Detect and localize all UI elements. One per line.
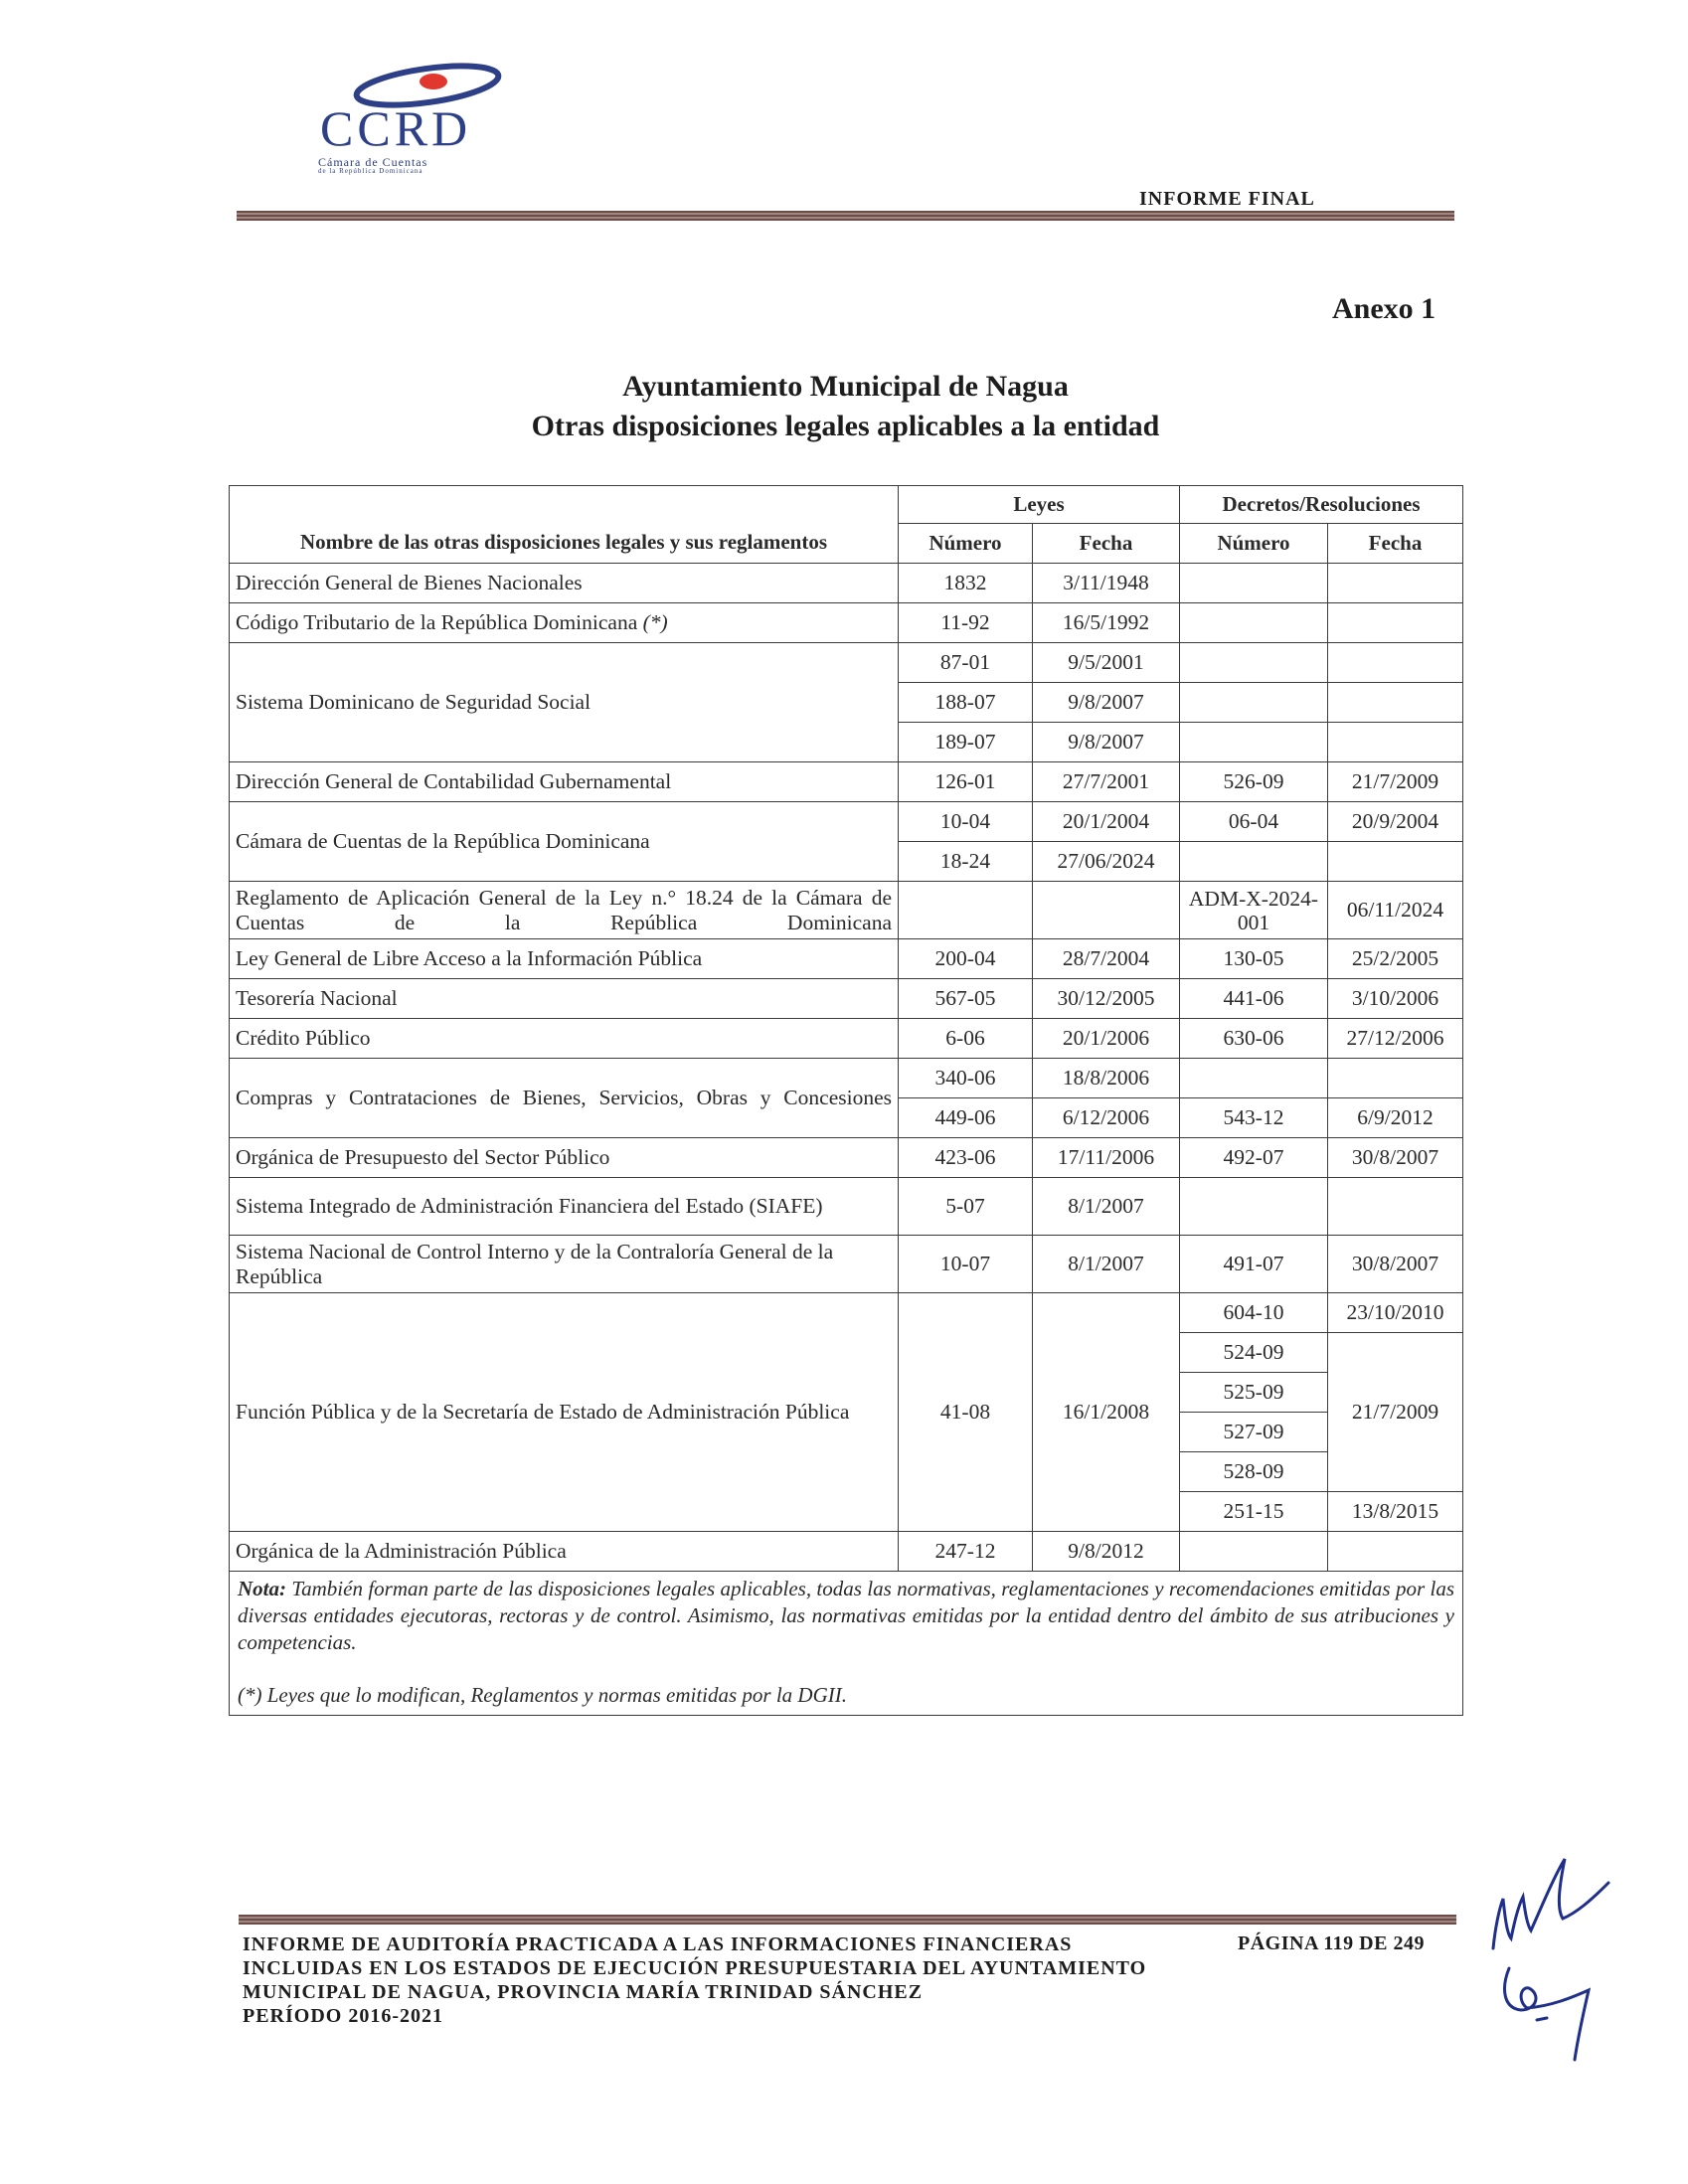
table-row: 524-09 21/7/2009 [230, 1333, 1463, 1373]
header-label: INFORME FINAL [1139, 188, 1315, 210]
col-header-law-number: Número [899, 524, 1033, 564]
header-divider [237, 211, 1454, 221]
page-subtitle: Otras disposiciones legales aplicables a la entidad [531, 410, 1160, 442]
table-row: 527-09 [230, 1413, 1463, 1452]
table-row: Tesorería Nacional 567-05 30/12/2005 441-06 3/10/2006 [230, 979, 1463, 1019]
table-footnote: (*) Leyes que lo modifican, Reglamentos y normas emitidas por la DGII. [238, 1683, 847, 1707]
table-row: Compras y Contrataciones de Bienes, Servicios, Obras y Concesiones 340-06 18/8/2006 [230, 1059, 1463, 1098]
table-row: 449-06 6/12/2006 543-12 6/9/2012 [230, 1098, 1463, 1138]
logo-wordmark: CCRD [320, 100, 472, 156]
col-group-decrees: Decretos/Resoluciones [1180, 486, 1463, 524]
logo-subtitle-2: de la República Dominicana [318, 167, 423, 175]
table-row: Función Pública y de la Secretaría de Estado de Administración Pública 41-08 16/1/2008 604-10 23/10/2010 [230, 1293, 1463, 1333]
page-title: Ayuntamiento Municipal de Nagua [622, 370, 1069, 403]
table-header-row [230, 486, 1463, 524]
table-row: Sistema Integrado de Administración Financiera del Estado (SIAFE) 5-07 8/1/2007 [230, 1178, 1463, 1236]
table-row: Orgánica de Presupuesto del Sector Público 423-06 17/11/2006 492-07 30/8/2007 [230, 1138, 1463, 1178]
table-row: Sistema Dominicano de Seguridad Social 87-01 9/5/2001 [230, 643, 1463, 683]
table-row: Crédito Público 6-06 20/1/2006 630-06 27/12/2006 [230, 1019, 1463, 1059]
table-row: 189-07 9/8/2007 [230, 723, 1463, 762]
table-note-row [230, 1572, 1463, 1716]
table-row: Dirección General de Contabilidad Gubernamental 126-01 27/7/2001 526-09 21/7/2009 [230, 762, 1463, 802]
logo-subtitle: Cámara de Cuentas [318, 155, 428, 169]
legal-provisions-table [229, 485, 1463, 1716]
col-header-decree-date: Fecha [1328, 524, 1463, 564]
table-row: Reglamento de Aplicación General de la Ley n.° 18.24 de la Cámara de Cuentas de la República Dominicana ADM-X-2024-001 06/11/2024 [230, 882, 1463, 939]
ccrd-logo [308, 62, 547, 175]
col-header-name: Nombre de las otras disposiciones legales y sus reglamentos [230, 486, 899, 564]
footer-report-title: INFORME DE AUDITORÍA PRACTICADA A LAS INFORMACIONES FINANCIERAS INCLUIDAS EN LOS ESTADOS DE EJECUCIÓN PRESUPUESTARIA DEL AYUNTAMIENTO MUNICIPAL DE NAGUA, PROVINCIA MARÍA TRINIDAD SÁNCHEZ PERÍODO 2016-2021 [243, 1933, 1147, 2027]
table-row: Dirección General de Bienes Nacionales 1832 3/11/1948 [230, 564, 1463, 603]
table-note: Nota: También forman parte de las disposiciones legales aplicables, todas las normativas, reglamentaciones y recomendaciones emitidas por las diversas entidades ejecutoras, rectoras y de control. Asimismo, las normativas emitidas por la entidad dentro del ámbito de sus atribuciones y competencias. (*) Leyes que lo modifican, Reglamentos y normas emitidas por la DGII. [230, 1572, 1463, 1716]
table-row: Ley General de Libre Acceso a la Información Pública 200-04 28/7/2004 130-05 25/2/2005 [230, 939, 1463, 979]
table-row: 188-07 9/8/2007 [230, 683, 1463, 723]
page-number: PÁGINA 119 DE 249 [1238, 1932, 1425, 1954]
handwritten-initials-icon [1481, 1839, 1620, 2068]
table-row: 251-15 13/8/2015 [230, 1492, 1463, 1532]
table-row: 528-09 [230, 1452, 1463, 1492]
table-row: Código Tributario de la República Dominicana (*) 11-92 16/5/1992 [230, 603, 1463, 643]
table-row: 525-09 [230, 1373, 1463, 1413]
col-header-law-date: Fecha [1033, 524, 1180, 564]
table-row: 18-24 27/06/2024 [230, 842, 1463, 882]
col-group-laws: Leyes [899, 486, 1180, 524]
table-row: Orgánica de la Administración Pública 247-12 9/8/2012 [230, 1532, 1463, 1572]
annex-label: Anexo 1 [1332, 292, 1436, 325]
table-row: Cámara de Cuentas de la República Dominicana 10-04 20/1/2004 06-04 20/9/2004 [230, 802, 1463, 842]
footer-divider [239, 1915, 1456, 1925]
col-header-decree-number: Número [1180, 524, 1328, 564]
table-row: Sistema Nacional de Control Interno y de la Contraloría General de la República 10-07 8/1/2007 491-07 30/8/2007 [230, 1236, 1463, 1293]
